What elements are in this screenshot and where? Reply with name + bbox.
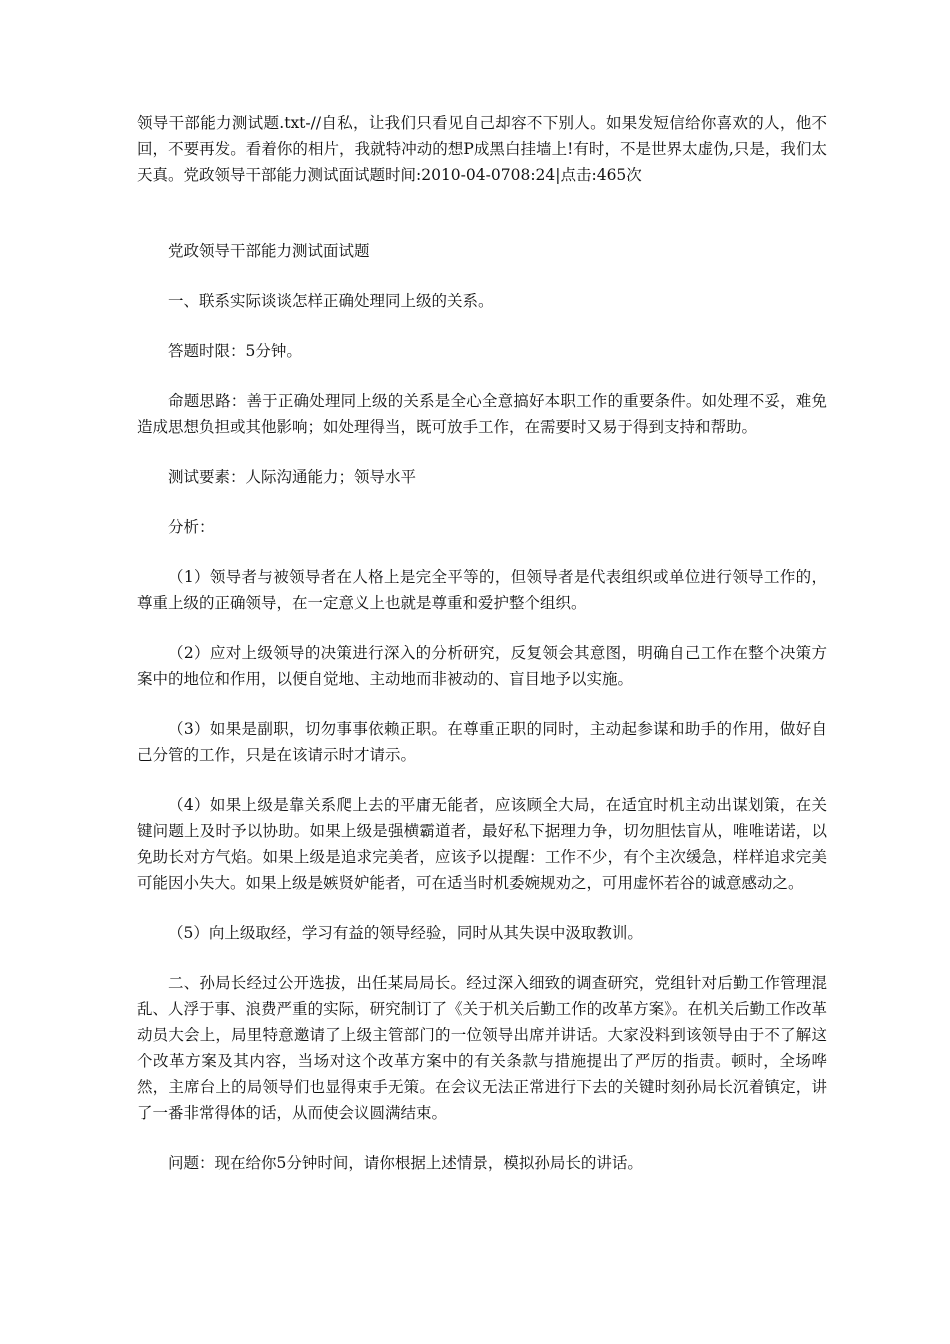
time-limit: 答题时限：5分钟。	[168, 342, 302, 360]
question-rationale: 命题思路：善于正确处理同上级的关系是全心全意搞好本职工作的重要条件。如处理不妥，难免造成思想负担或其他影响；如处理得当，既可放手工作，在需要时又易于得到支持和帮助。	[137, 392, 827, 436]
document-header: 领导干部能力测试题.txt-//自私，让我们只看见自己却容不下别人。如果发短信给你喜欢的人，他不回，不要再发。看着你的相片，我就特冲动的想P成黑白挂墙上!有时，不是世界太虚伪,只是，我们太天真。党政领导干部能力测试面试题时间:2010-04-0708:24|点击:465次	[137, 114, 827, 184]
question-1: 一、联系实际谈谈怎样正确处理同上级的关系。	[168, 292, 494, 310]
document-page	[137, 110, 827, 1176]
analysis-heading: 分析：	[168, 518, 215, 536]
test-elements: 测试要素：人际沟通能力；领导水平	[168, 468, 417, 486]
analysis-point-1: （1）领导者与被领导者在人格上是完全平等的，但领导者是代表组织或单位进行领导工作的，尊重上级的正确领导，在一定意义上也就是尊重和爱护整个组织。	[137, 568, 827, 612]
question-2: 二、孙局长经过公开选拔，出任某局局长。经过深入细致的调查研究，党组针对后勤工作管理混乱、人浮于事、浪费严重的实际，研究制订了《关于机关后勤工作的改革方案》。在机关后勤工作改革动员大会上，局里特意邀请了上级主管部门的一位领导出席并讲话。大家没料到该领导由于不了解这个改革方案及其内容，当场对这个改革方案中的有关条款与措施提出了严厉的指责。顿时，全场哗然，主席台上的局领导们也显得束手无策。在会议无法正常进行下去的关键时刻孙局长沉着镇定，讲了一番非常得体的话，从而使会议圆满结束。	[137, 974, 827, 1122]
analysis-point-5: （5）向上级取经，学习有益的领导经验，同时从其失误中汲取教训。	[168, 924, 643, 942]
question-2-prompt: 问题：现在给你5分钟时间，请你根据上述情景，模拟孙局长的讲话。	[168, 1154, 643, 1172]
document-title: 党政领导干部能力测试面试题	[168, 242, 370, 260]
analysis-point-4: （4）如果上级是靠关系爬上去的平庸无能者，应该顾全大局，在适宜时机主动出谋划策，在关键问题上及时予以协助。如果上级是强横霸道者，最好私下据理力争，切勿胆怯盲从，唯唯诺诺，以免助长对方气焰。如果上级是追求完美者，应该予以提醒：工作不少，有个主次缓急，样样追求完美可能因小失大。如果上级是嫉贤妒能者，可在适当时机委婉规劝之，可用虚怀若谷的诚意感动之。	[137, 796, 827, 892]
analysis-point-2: （2）应对上级领导的决策进行深入的分析研究，反复领会其意图，明确自己工作在整个决策方案中的地位和作用，以便自觉地、主动地而非被动的、盲目地予以实施。	[137, 644, 827, 688]
analysis-point-3: （3）如果是副职，切勿事事依赖正职。在尊重正职的同时，主动起参谋和助手的作用，做好自己分管的工作，只是在该请示时才请示。	[137, 720, 827, 764]
